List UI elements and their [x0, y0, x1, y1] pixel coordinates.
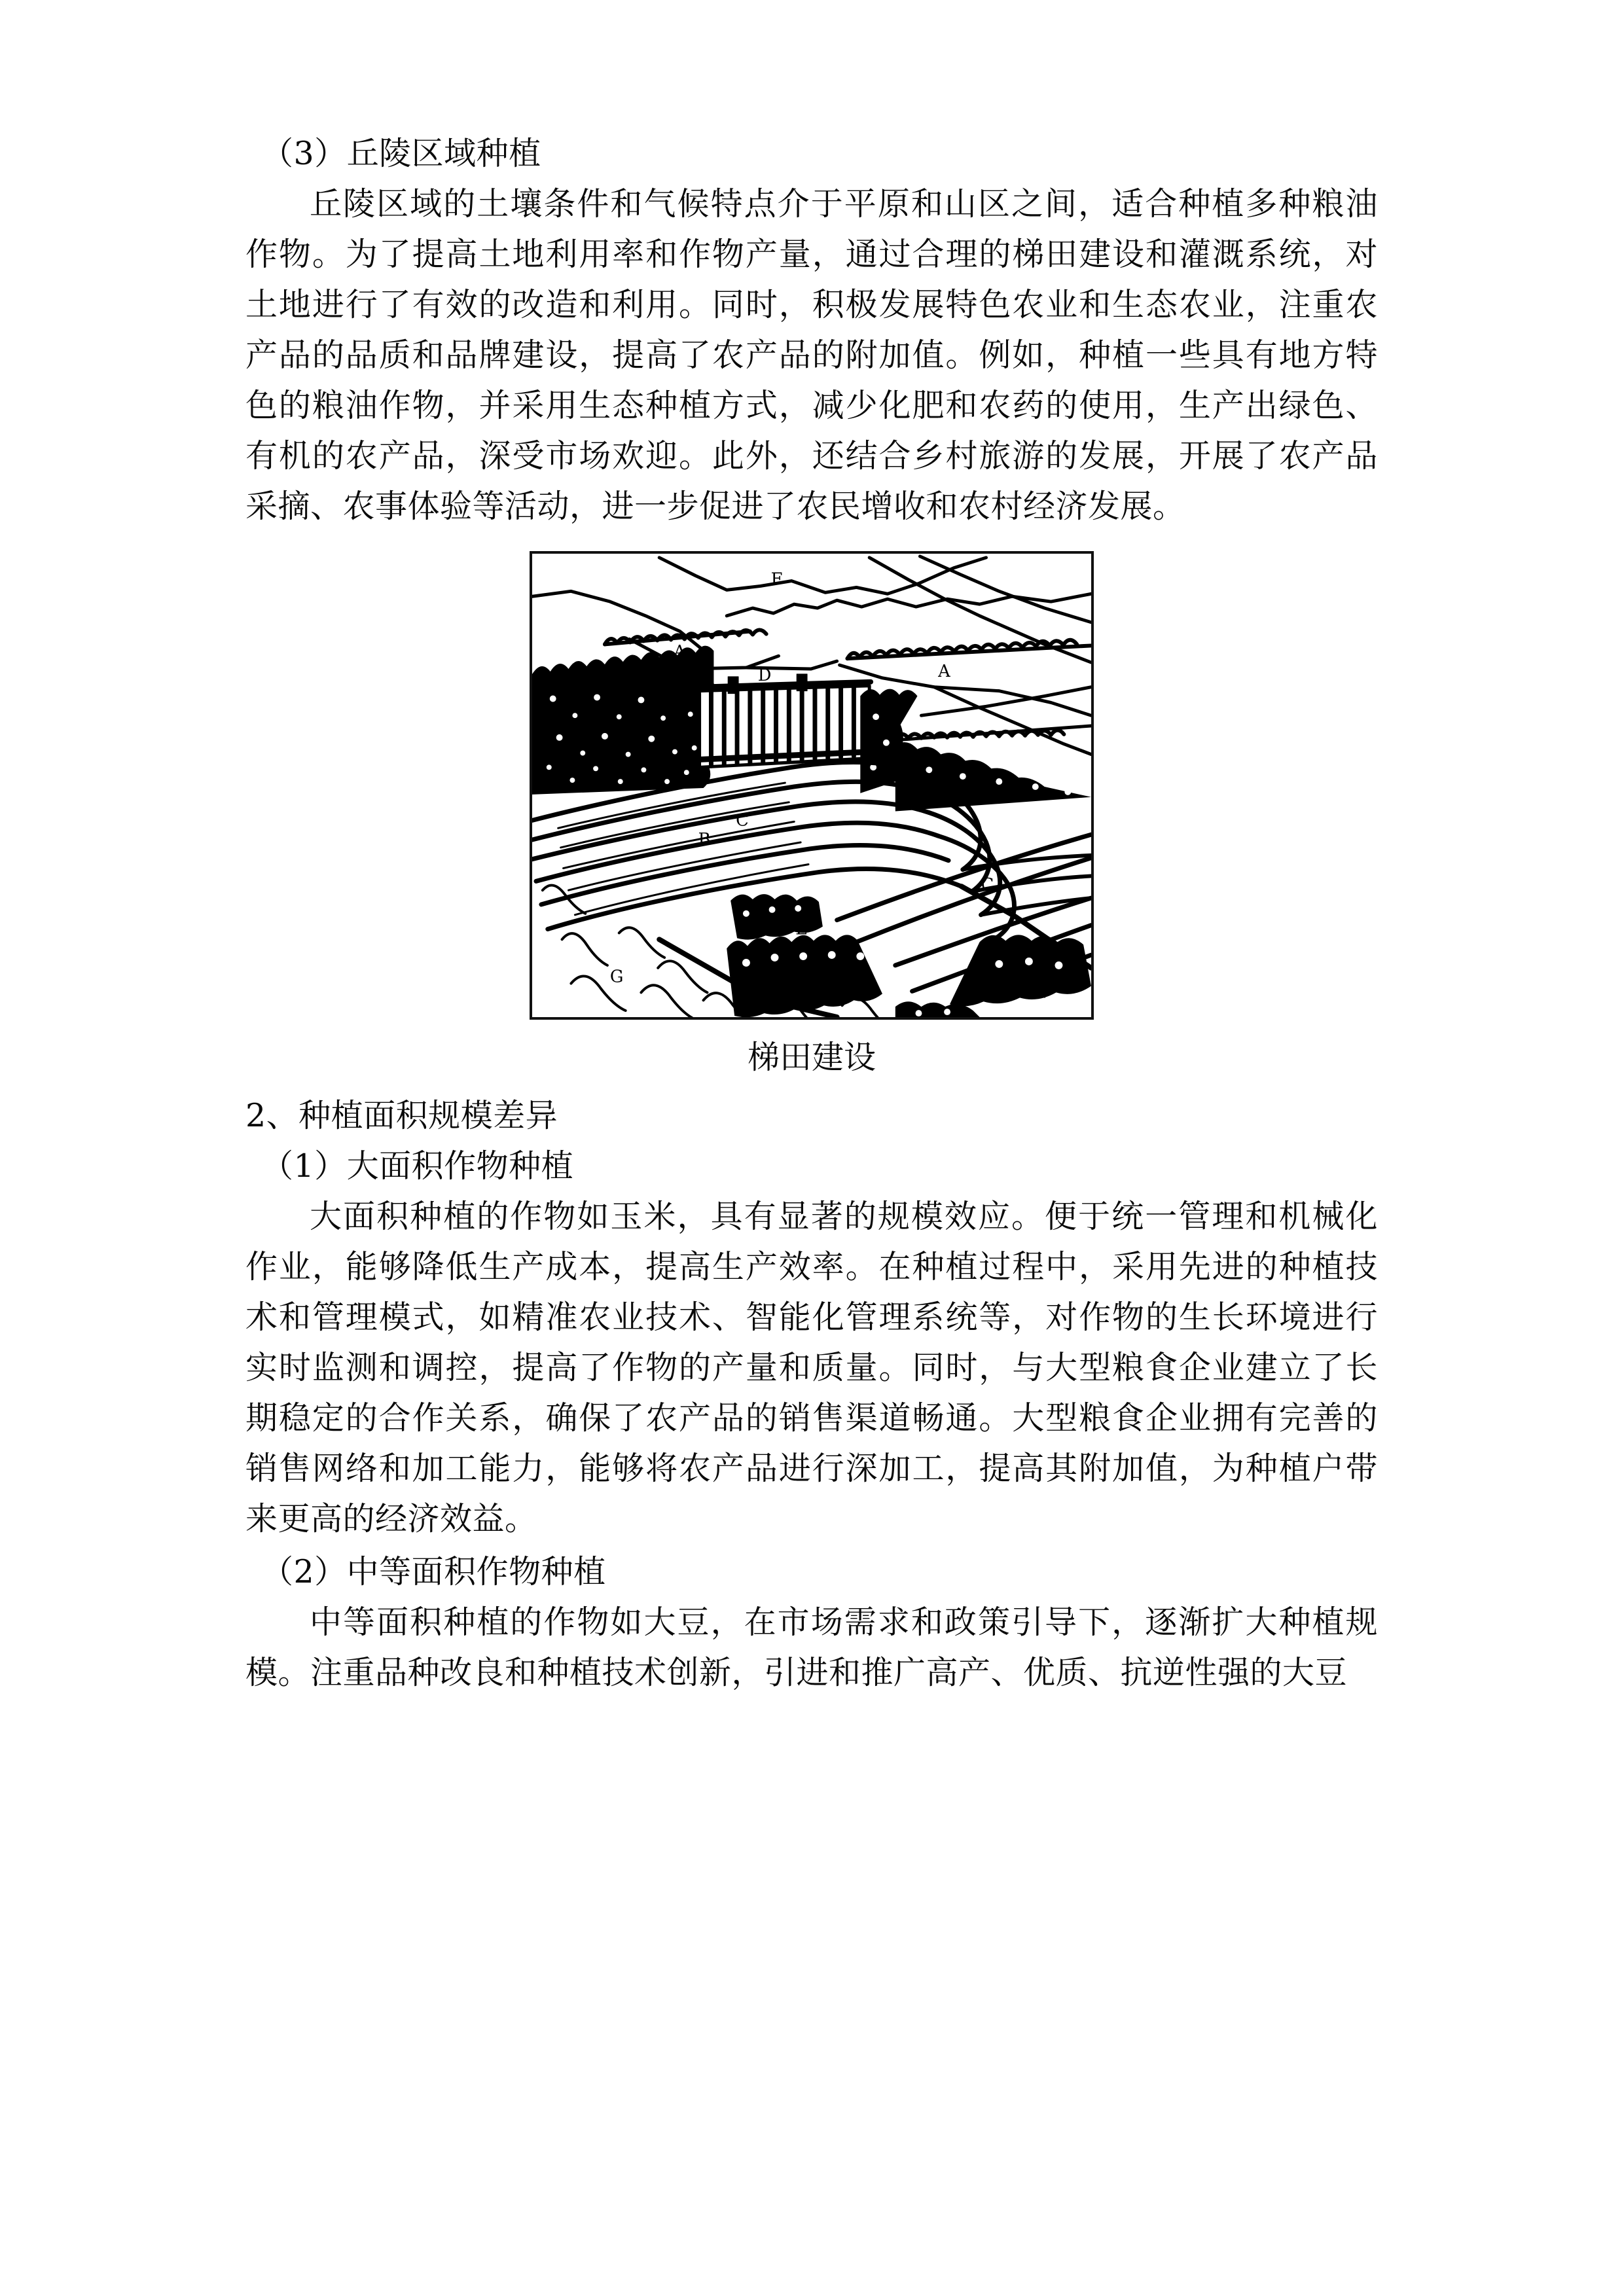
- figure-frame: [530, 551, 1094, 1020]
- subsection-heading-hilly-planting: （3）丘陵区域种植: [261, 135, 541, 172]
- figure-label-A1: A: [673, 642, 686, 662]
- figure-label-D: D: [757, 665, 772, 685]
- subsection-heading-medium-area-crops: （2）中等面积作物种植: [261, 1553, 606, 1590]
- paragraph-medium-area-crops: 中等面积种植的作物如大豆，在市场需求和政策引导下，逐渐扩大种植规模。注重品种改良和种植技术创新，引进和推广高产、优质、抗逆性强的大豆: [245, 1604, 1378, 1691]
- figure-label-H: H: [1031, 982, 1047, 1003]
- figure-label-E: E: [795, 919, 808, 939]
- figure-caption: 梯田建设: [747, 1039, 876, 1076]
- figure-terrace-construction: [245, 551, 1378, 1081]
- subsection-heading-large-area-crops: （1）大面积作物种植: [261, 1147, 574, 1185]
- section-heading-area-scale-difference: 2、种植面积规模差异: [245, 1097, 558, 1134]
- paragraph-large-area-crops: 大面积种植的作物如玉米，具有显著的规模效应。便于统一管理和机械化作业，能够降低生产成本，提高生产效率。在种植过程中，采用先进的种植技术和管理模式，如精准农业技术、智能化管理系统等，对作物的生长环境进行实时监测和调控，提高了作物的产量和质量。同时，与大型粮食企业建立了长期稳定的合作关系，确保了农产品的销售渠道畅通。大型粮食企业拥有完善的销售网络和加工能力，能够将农产品进行深加工，提高其附加值，为种植户带来更高的经济效益。: [245, 1198, 1378, 1537]
- spacer-after-figure: [245, 1081, 1378, 1090]
- figure-label-B: B: [698, 829, 711, 850]
- figure-label-C1: C: [981, 875, 994, 895]
- figure-label-G: G: [609, 967, 624, 987]
- figure-label-C2: C: [817, 956, 831, 977]
- figure-label-C3: C: [736, 810, 749, 831]
- figure-label-A2: A: [938, 661, 950, 681]
- figure-label-F: F: [770, 569, 783, 590]
- terrace-landscape-drawing: [532, 554, 1091, 1017]
- paragraph-hilly-planting: 丘陵区域的土壤条件和气候特点介于平原和山区之间，适合种植多种粮油作物。为了提高土地利用率和作物产量，通过合理的梯田建设和灌溉系统，对土地进行了有效的改造和利用。同时，积极发展特色农业和生态农业，注重农产品的品质和品牌建设，提高了农产品的附加值。例如，种植一些具有地方特色的粮油作物，并采用生态种植方式，减少化肥和农药的使用，生产出绿色、有机的农产品，深受市场欢迎。此外，还结合乡村旅游的发展，开展了农产品采摘、农事体验等活动，进一步促进了农民增收和农村经济发展。: [245, 185, 1378, 525]
- spacer-before-figure: [245, 531, 1378, 551]
- page-content: [245, 128, 1378, 1698]
